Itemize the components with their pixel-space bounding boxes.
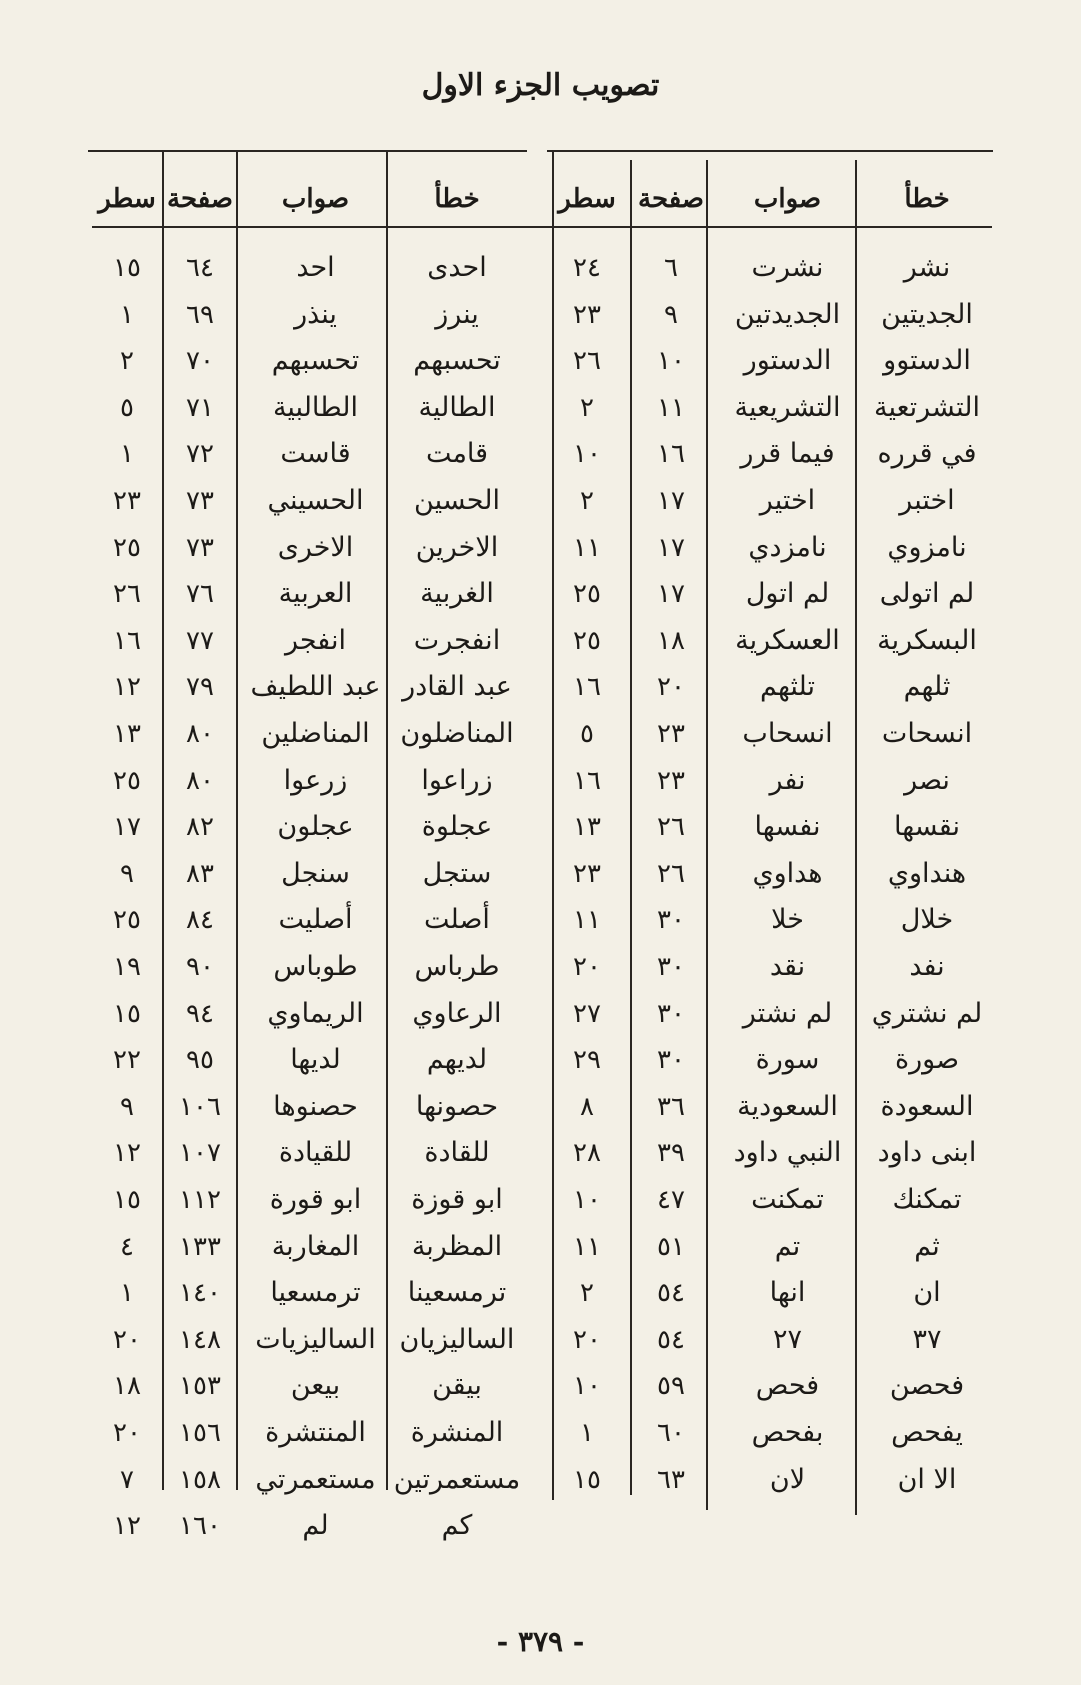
column-header-wrong: خطأ: [904, 184, 950, 214]
table-cell-right: انسحاب: [742, 718, 833, 749]
table-cell-wrong: الرعاوي: [412, 997, 502, 1029]
table-cell-line: ١١: [573, 1231, 601, 1262]
table-cell-right: انها: [769, 1277, 806, 1309]
table-cell-page: ٩٤: [186, 998, 214, 1029]
table-cell-line: ٢٥: [113, 765, 141, 796]
table-cell-line: ١٥: [113, 998, 141, 1029]
table-cell-right: هداوي: [752, 857, 823, 889]
table-cell-line: ٢٢: [113, 1045, 141, 1076]
column-header-right: صواب: [281, 184, 350, 214]
table-cell-wrong: يفحص: [891, 1417, 963, 1448]
table-cell-right: الدستور: [743, 345, 832, 377]
table-cell-page: ١٧: [657, 486, 685, 516]
table-cell-line: ١: [120, 439, 134, 470]
table-cell-wrong: انفجرت: [413, 624, 501, 656]
table-cell-line: ١١: [573, 905, 601, 936]
column-header-wrong: خطأ: [434, 184, 480, 214]
table-cell-right: بيعن: [290, 1370, 341, 1402]
table-cell-wrong: ستجل: [422, 857, 492, 889]
table-cell-page: ١٠: [657, 346, 685, 377]
table-cell-wrong: ينرز: [435, 298, 479, 330]
table-cell-wrong: عجلوة: [421, 811, 493, 843]
table-cell-wrong: الحسين: [414, 485, 500, 516]
table-cell-line: ١٠: [573, 439, 601, 470]
table-cell-wrong: لديهم: [426, 1044, 488, 1076]
table-cell-wrong: التشرتعية: [873, 391, 981, 423]
table-cell-right: لان: [769, 1463, 806, 1495]
table-cell-right: المنتشرة: [265, 1417, 366, 1448]
table-cell-right: عجلون: [277, 811, 354, 843]
table-cell-wrong: فحصن: [889, 1370, 965, 1402]
table-cell-wrong: ثم: [914, 1230, 940, 1262]
column-header-line: سطر: [558, 184, 616, 214]
table-cell-page: ١١: [657, 392, 685, 423]
table-cell-page: ١٦: [657, 439, 685, 470]
table-cell-page: ٧٣: [186, 532, 214, 563]
table-cell-line: ٢٧: [573, 998, 601, 1029]
table-cell-wrong: خلال: [900, 904, 954, 936]
table-cell-line: ٩: [120, 858, 134, 889]
table-cell-wrong: تحسبهم: [413, 345, 501, 377]
table-cell-wrong: الجديتين: [881, 298, 973, 330]
table-cell-wrong: اختبر: [899, 485, 955, 516]
table-cell-wrong: نامزوي: [887, 531, 967, 563]
table-cell-wrong: بيقن: [432, 1370, 482, 1402]
table-cell-right: ابو قورة: [269, 1184, 362, 1215]
table-cell-page: ٨٢: [186, 812, 214, 843]
table-cell-wrong: البسكرية: [877, 624, 977, 656]
table-cell-line: ٢٣: [573, 858, 601, 889]
table-cell-line: ١٦: [113, 625, 141, 656]
table-cell-page: ٥٩: [657, 1371, 685, 1402]
table-cell-right: لم اتول: [745, 578, 830, 610]
table-cell-right: لديها: [290, 1044, 341, 1076]
table-cell-page: ١٧: [657, 532, 685, 563]
column-divider: [855, 160, 857, 1515]
table-cell-right: لم: [302, 1510, 329, 1542]
table-cell-right: عبد اللطيف: [250, 671, 381, 703]
table-cell-page: ٨٠: [186, 719, 214, 749]
table-cell-line: ٢٠: [113, 1324, 141, 1355]
table-cell-wrong: نشر: [903, 252, 951, 283]
table-cell-line: ١٩: [113, 952, 141, 982]
table-cell-wrong: صورة: [894, 1044, 960, 1076]
table-cell-page: ١٠٧: [179, 1138, 221, 1169]
table-cell-right: سورة: [755, 1044, 820, 1076]
table-cell-right: زرعوا: [283, 764, 348, 796]
table-cell-right: سنجل: [281, 857, 350, 889]
table-cell-line: ٢: [120, 346, 134, 377]
table-cell-line: ٢٥: [573, 625, 601, 656]
table-cell-right: نامزدي: [748, 531, 827, 563]
table-cell-line: ١: [580, 1418, 594, 1448]
table-cell-page: ٣٠: [657, 952, 685, 982]
table-cell-right: بفحص: [751, 1417, 824, 1448]
table-cell-right: المغاربة: [271, 1230, 360, 1262]
column-header-page: صفحة: [638, 184, 704, 214]
table-cell-page: ٣٠: [657, 905, 685, 936]
table-cell-line: ٢٠: [113, 1418, 141, 1448]
table-cell-right: النبي داود: [733, 1137, 842, 1169]
table-cell-page: ٢٦: [657, 858, 685, 889]
table-cell-page: ١٥٦: [179, 1418, 221, 1448]
table-cell-right: نقد: [769, 951, 806, 982]
table-cell-line: ١٠: [573, 1185, 601, 1215]
table-cell-line: ٢٥: [113, 532, 141, 563]
table-cell-right: أصليت: [278, 904, 353, 936]
table-cell-right: حصنوها: [273, 1090, 358, 1122]
table-cell-wrong: الاخرين: [415, 531, 499, 563]
table-cell-wrong: انسحات: [881, 718, 973, 749]
table-cell-right: التشريعية: [734, 391, 841, 423]
table-cell-right: طوباس: [273, 951, 358, 982]
table-cell-line: ٢٤: [573, 253, 601, 283]
page-number: - ٣٧٩ -: [496, 1625, 585, 1658]
table-cell-wrong: ثلهم: [903, 671, 951, 703]
table-cell-line: ٢: [580, 1278, 594, 1309]
table-cell-right: تلثهم: [759, 671, 815, 703]
table-cell-page: ٩: [664, 299, 678, 330]
column-header-line: سطر: [98, 184, 156, 214]
table-cell-right: قاست: [280, 438, 351, 470]
table-cell-right: للقيادة: [278, 1137, 353, 1169]
table-cell-right: ترمسعيا: [270, 1277, 361, 1309]
table-cell-page: ٢٠: [657, 672, 685, 703]
table-cell-line: ١٣: [113, 719, 141, 749]
table-cell-right: انفجر: [284, 624, 346, 656]
table-cell-line: ١٦: [573, 765, 601, 796]
table-cell-right: نفسها: [754, 811, 821, 843]
table-cell-right: العربية: [278, 578, 353, 610]
table-cell-wrong: السعودة: [880, 1090, 974, 1122]
table-cell-wrong: المناضلون: [400, 718, 514, 749]
table-cell-line: ٢٠: [573, 1324, 601, 1355]
table-cell-wrong: نفد: [909, 951, 945, 982]
table-cell-wrong: الا ان: [897, 1463, 957, 1495]
table-cell-page: ١٣٣: [179, 1231, 221, 1262]
table-cell-page: ١٥٨: [179, 1464, 221, 1495]
table-cell-line: ٥: [580, 719, 594, 749]
table-cell-wrong: زراعوا: [421, 764, 493, 796]
table-cell-right: اختير: [759, 485, 816, 516]
table-cell-right: احد: [296, 252, 335, 283]
table-cell-right: تمكنت: [751, 1184, 824, 1215]
table-cell-wrong: الدستوو: [883, 345, 971, 377]
table-cell-line: ١٧: [113, 812, 141, 843]
table-cell-page: ٧٦: [186, 579, 214, 610]
table-cell-wrong: لم اتولى: [879, 578, 975, 610]
table-cell-page: ٨٤: [186, 905, 214, 936]
table-cell-wrong: هنداوي: [887, 857, 967, 889]
table-cell-page: ٨٣: [186, 858, 214, 889]
table-cell-wrong: مستعمرتين: [393, 1463, 521, 1495]
table-cell-line: ١: [120, 299, 134, 330]
table-cell-page: ٦٣: [657, 1464, 685, 1495]
table-cell-page: ٥١: [657, 1231, 685, 1262]
table-cell-page: ٦: [664, 253, 678, 283]
table-cell-wrong: طرباس: [414, 951, 500, 982]
table-cell-line: ١٠: [573, 1371, 601, 1402]
table-cell-line: ١٦: [573, 672, 601, 703]
header-rule: [92, 226, 992, 228]
table-cell-line: ٤: [120, 1231, 134, 1262]
table-cell-right: السعودية: [737, 1090, 838, 1122]
table-cell-line: ٢٩: [573, 1045, 601, 1076]
table-cell-right: الطالبية: [272, 391, 359, 423]
table-cell-wrong: قامت: [425, 438, 489, 470]
table-cell-page: ٧١: [186, 392, 214, 423]
table-cell-right: تم: [774, 1230, 801, 1262]
table-cell-line: ١٥: [113, 1185, 141, 1215]
table-cell-page: ١٤٠: [179, 1278, 221, 1309]
table-cell-line: ٢: [580, 392, 594, 423]
table-cell-page: ٦٤: [186, 253, 214, 283]
table-cell-wrong: لم نشتري: [871, 997, 983, 1029]
table-cell-right: تحسبهم: [271, 345, 360, 377]
table-cell-line: ١٨: [113, 1371, 141, 1402]
table-cell-line: ١٢: [113, 672, 141, 703]
table-cell-right: لم نشتر: [742, 997, 833, 1029]
table-cell-line: ١٢: [113, 1511, 141, 1542]
table-cell-right: المناضلين: [261, 718, 370, 749]
table-cell-page: ١٧: [657, 579, 685, 610]
table-cell-page: ١١٢: [179, 1185, 221, 1215]
table-cell-line: ٥: [120, 392, 134, 423]
table-cell-wrong: ان: [913, 1277, 941, 1309]
table-cell-page: ٧٧: [186, 625, 214, 656]
table-cell-wrong: للقادة: [424, 1137, 490, 1169]
table-cell-right: الريماوي: [267, 997, 364, 1029]
table-cell-wrong: الساليزيان: [399, 1323, 515, 1355]
table-cell-line: ٢: [580, 486, 594, 516]
table-cell-page: ٧٣: [186, 486, 214, 516]
table-cell-line: ٢٦: [113, 579, 141, 610]
table-cell-line: ٩: [120, 1091, 134, 1122]
table-cell-page: ٣٠: [657, 998, 685, 1029]
table-cell-wrong: ترمسعينا: [407, 1277, 507, 1309]
table-cell-page: ٨٠: [186, 765, 214, 796]
table-cell-wrong: كم: [441, 1510, 473, 1542]
table-cell-page: ٦٠: [657, 1418, 685, 1448]
table-cell-page: ٣٦: [657, 1091, 685, 1122]
table-cell-line: ٧: [120, 1464, 134, 1495]
table-cell-wrong: في قرره: [877, 438, 977, 470]
page-title: تصويب الجزء الاول: [421, 68, 660, 103]
table-cell-line: ١١: [573, 532, 601, 563]
table-cell-wrong: ابو قوزة: [411, 1184, 503, 1215]
column-header-right: صواب: [753, 184, 822, 214]
table-cell-line: ٨: [580, 1091, 594, 1122]
table-cell-line: ٢٥: [573, 579, 601, 610]
table-cell-page: ٥٤: [657, 1324, 685, 1355]
table-cell-line: ٢٣: [113, 486, 141, 516]
table-cell-line: ١٣: [573, 812, 601, 843]
table-cell-line: ١: [120, 1278, 134, 1309]
table-cell-page: ١٦٠: [179, 1511, 221, 1542]
table-cell-line: ٢٨: [573, 1138, 601, 1169]
table-cell-page: ٢٣: [657, 765, 685, 796]
table-cell-right: ينذر: [294, 298, 337, 330]
table-cell-wrong: احدى: [427, 252, 487, 283]
table-cell-line: ٢٠: [573, 952, 601, 982]
table-cell-wrong: ٣٧: [912, 1323, 942, 1355]
table-cell-wrong: أصلت: [424, 904, 490, 936]
table-cell-wrong: المنشرة: [410, 1417, 504, 1448]
table-cell-wrong: الغربية: [420, 578, 494, 610]
table-cell-page: ١٨: [657, 625, 685, 656]
table-cell-wrong: تمكنك: [892, 1184, 962, 1215]
column-divider: [162, 150, 164, 1490]
table-cell-wrong: نقسها: [894, 811, 960, 843]
table-cell-line: ١٥: [113, 253, 141, 283]
table-cell-line: ٢٣: [573, 299, 601, 330]
table-cell-right: فحص: [755, 1370, 820, 1402]
table-cell-page: ١٥٣: [179, 1371, 221, 1402]
table-cell-page: ٣٩: [657, 1138, 685, 1169]
table-cell-wrong: حصونها: [415, 1090, 499, 1122]
table-cell-right: نفر: [769, 764, 806, 796]
table-cell-line: ١٥: [573, 1464, 601, 1495]
table-cell-right: العسكرية: [735, 624, 840, 656]
table-cell-page: ٢٣: [657, 719, 685, 749]
table-cell-wrong: عبد القادر: [402, 671, 512, 703]
table-cell-right: الجديدتين: [734, 298, 841, 330]
table-cell-page: ٤٧: [657, 1185, 685, 1215]
table-cell-line: ١٢: [113, 1138, 141, 1169]
table-cell-right: نشرت: [751, 252, 824, 283]
table-cell-page: ١٠٦: [179, 1091, 221, 1122]
table-cell-page: ٧٩: [186, 672, 214, 703]
table-cell-page: ٧٠: [186, 346, 214, 377]
table-cell-wrong: نصر: [904, 764, 950, 796]
table-cell-right: خلا: [771, 904, 804, 936]
column-header-page: صفحة: [167, 184, 233, 214]
table-cell-right: مستعمرتي: [255, 1463, 376, 1495]
table-cell-right: الاخرى: [277, 531, 354, 563]
table-cell-right: ٢٧: [772, 1323, 802, 1355]
table-cell-line: ٢٥: [113, 905, 141, 936]
table-cell-line: ٢٦: [573, 346, 601, 377]
table-cell-wrong: ابنى داود: [877, 1137, 977, 1169]
table-cell-right: فيما قرر: [740, 438, 835, 470]
table-cell-page: ٩٥: [186, 1045, 214, 1076]
table-cell-page: ٩٠: [186, 952, 214, 982]
table-cell-page: ٦٩: [186, 299, 214, 330]
table-cell-wrong: المظربة: [411, 1230, 503, 1262]
table-cell-page: ٢٦: [657, 812, 685, 843]
top-rule-gap: [527, 148, 547, 154]
table-cell-page: ٣٠: [657, 1045, 685, 1076]
table-cell-page: ٧٢: [186, 439, 214, 470]
table-cell-page: ١٤٨: [179, 1324, 221, 1355]
table-cell-right: الحسيني: [267, 485, 364, 516]
table-cell-right: الساليزيات: [255, 1323, 376, 1355]
table-cell-wrong: الطالية: [418, 391, 496, 423]
table-cell-page: ٥٤: [657, 1278, 685, 1309]
